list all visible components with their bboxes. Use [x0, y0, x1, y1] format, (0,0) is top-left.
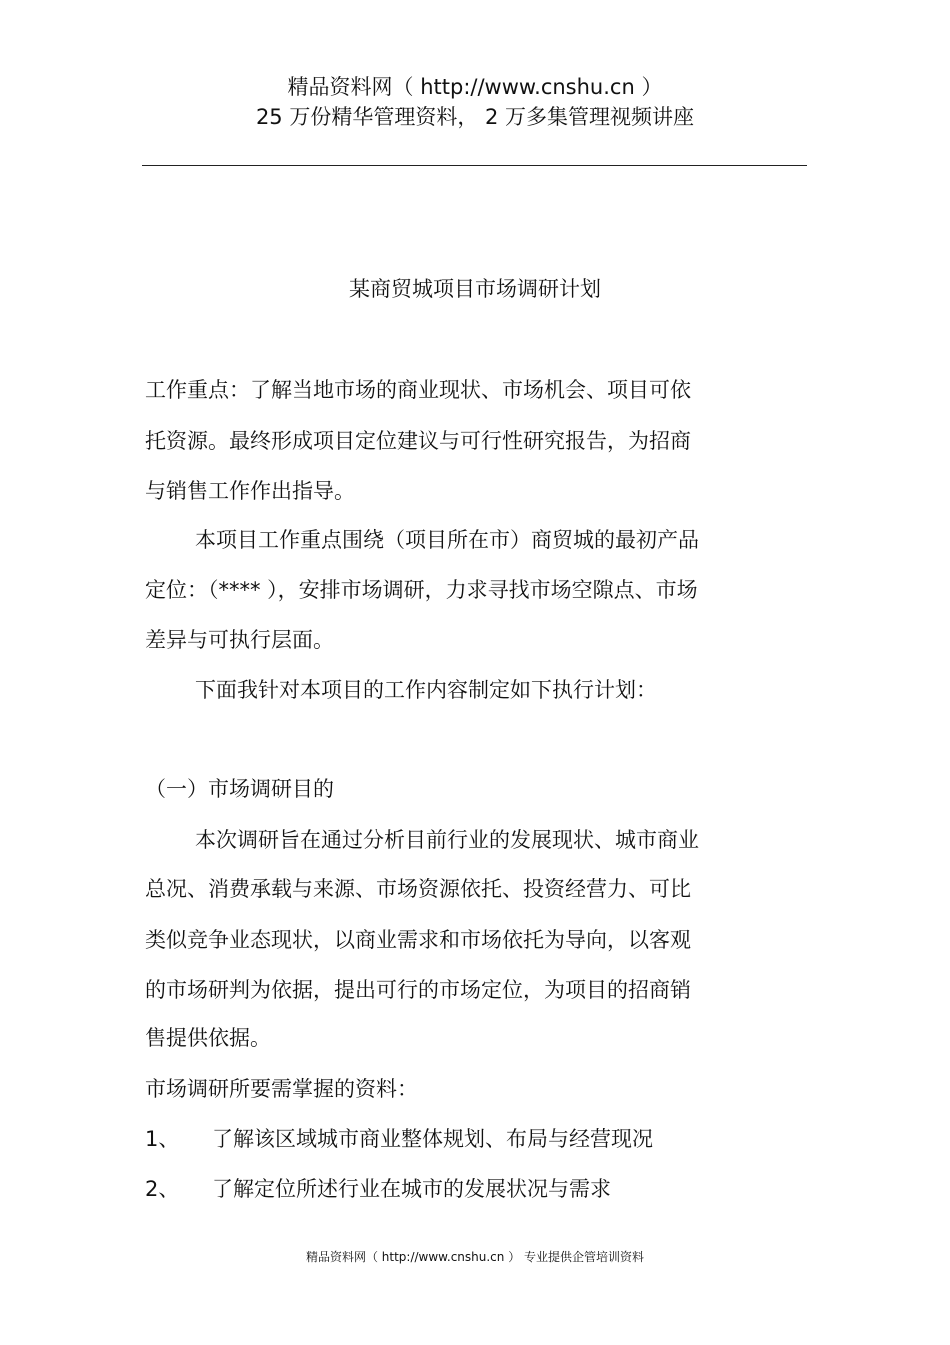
list-item-text: 了解定位所述行业在城市的发展状况与需求	[212, 1177, 611, 1201]
list-item-number: 2、	[145, 1177, 180, 1201]
header-tagline: 25 万份精华管理资料， 2 万多集管理视频讲座	[255, 105, 695, 129]
focus-line-1: 工作重点：了解当地市场的商业现状、市场机会、项目可依	[145, 378, 691, 402]
section1-line-3: 类似竞争业态现状，以商业需求和市场依托为导向，以客观	[145, 928, 691, 952]
list-item-number: 1、	[145, 1127, 180, 1151]
document-title: 某商贸城项目市场调研计划	[349, 277, 601, 301]
focus-line-2: 托资源。最终形成项目定位建议与可行性研究报告，为招商	[145, 429, 691, 453]
materials-intro: 市场调研所要需掌握的资料：	[145, 1077, 418, 1101]
para1-line-1: 本项目工作重点围绕（项目所在市）商贸城的最初产品	[195, 528, 699, 552]
section1-line-4: 的市场研判为依据，提出可行的市场定位，为项目的招商销	[145, 978, 691, 1002]
header-divider	[142, 165, 807, 166]
section1-heading: （一）市场调研目的	[145, 777, 334, 801]
para1-line-2: 定位：（**** ），安排市场调研，力求寻找市场空隙点、市场	[145, 578, 698, 602]
para2-line: 下面我针对本项目的工作内容制定如下执行计划：	[195, 678, 657, 702]
list-item-text: 了解该区域城市商业整体规划、布局与经营现况	[212, 1127, 653, 1151]
page-footer: 精品资料网（ http://www.cnshu.cn ） 专业提供企管培训资料	[305, 1250, 645, 1264]
section1-line-5: 售提供依据。	[145, 1026, 271, 1050]
focus-line-3: 与销售工作作出指导。	[145, 479, 355, 503]
section1-line-1: 本次调研旨在通过分析目前行业的发展现状、城市商业	[195, 828, 699, 852]
section1-line-2: 总况、消费承载与来源、市场资源依托、投资经营力、可比	[145, 877, 691, 901]
para1-line-3: 差异与可执行层面。	[145, 628, 334, 652]
header-site-line: 精品资料网（ http://www.cnshu.cn ）	[287, 75, 663, 99]
